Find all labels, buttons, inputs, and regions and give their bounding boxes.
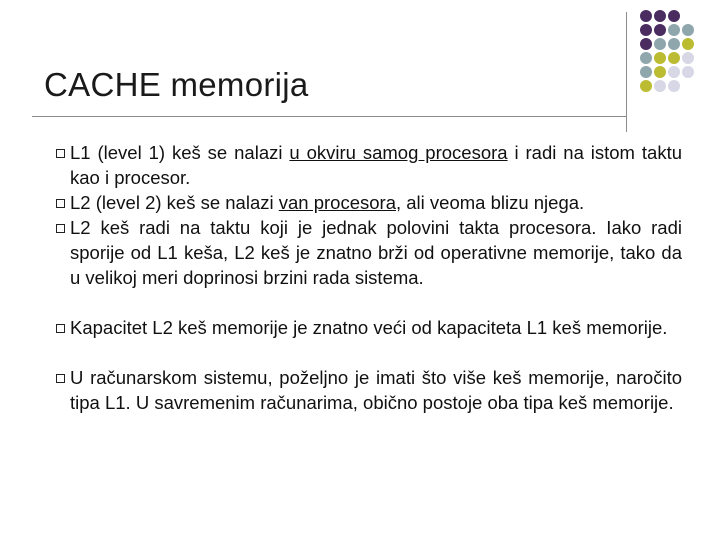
decoration-dot [682, 52, 694, 64]
decoration-dot [682, 38, 694, 50]
decoration-dot [654, 10, 666, 22]
decoration-dot [668, 66, 680, 78]
square-bullet-icon [56, 224, 65, 233]
decoration-dot [654, 24, 666, 36]
bullet-text: U računarskom sistemu, poželjno je imati što više keš memorije, naročito tipa L1. U savremenim računarima, obično postoje oba tipa keš memorije. [70, 367, 682, 413]
bullet-item [70, 190, 682, 215]
decoration-dot [640, 38, 652, 50]
decoration-dot [668, 80, 680, 92]
square-bullet-icon [56, 149, 65, 158]
decoration-dot [668, 52, 680, 64]
bullet-text: , ali veoma blizu njega. [395, 192, 585, 213]
decoration-dot [654, 38, 666, 50]
decoration-dot [640, 10, 652, 22]
square-bullet-icon [56, 324, 65, 333]
bullet-text: L1 (level 1) keš se nalazi [70, 142, 290, 163]
bullet-text: Kapacitet L2 keš memorije je znatno veći od kapaciteta L1 keš memorije. [70, 317, 668, 338]
vertical-divider [626, 12, 627, 132]
decoration-dot [668, 24, 680, 36]
decoration-dot [682, 66, 694, 78]
decoration-dot [640, 24, 652, 36]
bullet-item [70, 140, 682, 190]
decoration-dot [640, 80, 652, 92]
decoration-dot [668, 10, 680, 22]
decoration-dot [640, 52, 652, 64]
decoration-dot [654, 52, 666, 64]
bullet-item [70, 365, 682, 440]
underlined-text: van procesora [278, 192, 396, 213]
underlined-text: u okviru samog procesora [289, 142, 508, 163]
decoration-dot [668, 38, 680, 50]
bullet-item [70, 315, 682, 365]
square-bullet-icon [56, 374, 65, 383]
decoration-dot [654, 66, 666, 78]
slide-title: CACHE memorija [44, 66, 309, 103]
decoration-dot [682, 24, 694, 36]
square-bullet-icon [56, 199, 65, 208]
decoration-dot [640, 66, 652, 78]
title-divider [32, 116, 626, 117]
decoration-dot [654, 80, 666, 92]
bullet-item [70, 215, 682, 315]
bullet-list [70, 140, 682, 440]
bullet-text: L2 keš radi na taktu koji je jednak polovini takta procesora. Iako radi sporije od L1 keša, L2 keš je znatno brži od operativne memorije, tako da u velikoj meri doprinosi brzini rada sistema. [70, 217, 682, 288]
bullet-text: i radi na istom taktu kao i procesor. [70, 142, 682, 188]
bullet-text: L2 (level 2) keš se nalazi [70, 192, 279, 213]
